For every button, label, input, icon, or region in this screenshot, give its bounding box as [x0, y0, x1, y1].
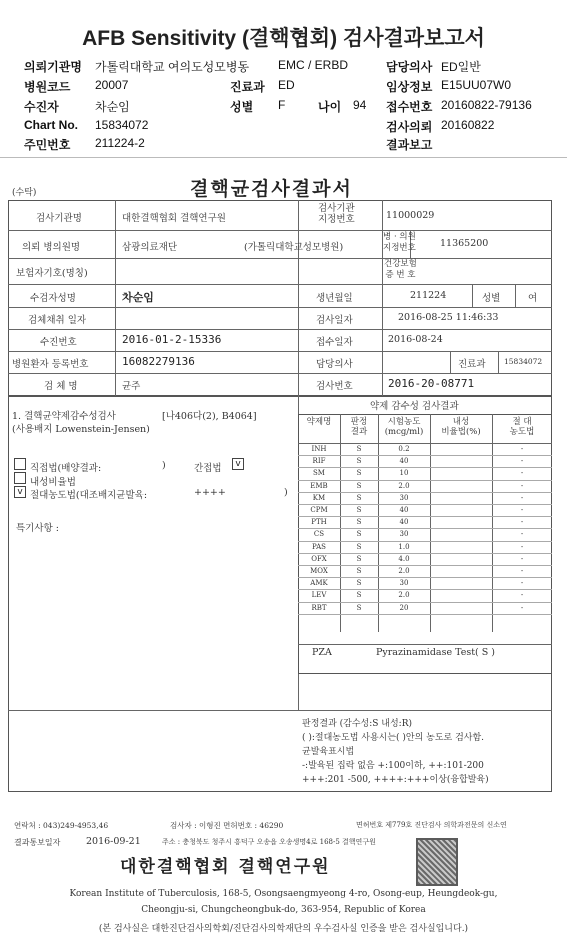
- judgement-line: ( ):절대농도법 사용시는( )안의 농도로 검사함.: [302, 733, 485, 743]
- drug-name-cell: EMB: [310, 481, 328, 490]
- reg-label: 병원환자 등록번호: [12, 359, 89, 370]
- method-direct-end: ): [162, 460, 166, 471]
- drug-name-cell: MOX: [310, 567, 328, 575]
- report-date-value: 2016-09-21: [86, 836, 141, 847]
- judgement-line: 판정결과 (감수성:S 내성:R): [302, 719, 412, 729]
- collect-label: 검체채취 일자: [28, 315, 87, 326]
- doctor-value: ED일반: [441, 60, 481, 74]
- method-direct: 직접법(배양결과:: [30, 463, 102, 474]
- header-divider: [0, 157, 567, 158]
- drug-abs-cell: -: [520, 481, 524, 490]
- method-indirect: 간접법: [194, 463, 222, 474]
- req-hospital-label: 의뢰 병의원명: [22, 242, 81, 253]
- drug-abs-cell: -: [520, 603, 524, 612]
- lab-no-value: 11000029: [386, 210, 435, 221]
- sens-title: 약제 감수성 검사결과: [370, 401, 459, 412]
- drug-conc-cell: 30: [399, 493, 409, 502]
- address-en-2: Cheongju-si, Chungcheongbuk-do, 363-954, Republic of Korea: [141, 905, 426, 915]
- test-no-label: 검사번호: [316, 381, 353, 392]
- method-absolute-growth: ++++: [194, 487, 226, 498]
- req-hospital-value: 삼광의료재단: [122, 242, 178, 253]
- address-kr: 주소 : 충청북도 청주시 흥덕구 오송읍 오송생명4로 168-5 결핵연구원: [162, 838, 376, 846]
- lab-no-label: 검사기관 지정번호: [318, 203, 355, 225]
- drug-result-cell: S: [356, 506, 362, 514]
- drug-name-cell: CS: [313, 530, 325, 539]
- direct-method-checkbox[interactable]: [14, 458, 26, 470]
- req-hospital-sub: (가톨릭대학교성모병원): [244, 242, 344, 253]
- report-title: AFB Sensitivity (결핵협회) 검사결과보고서: [82, 27, 485, 50]
- hospital-code-value: 20007: [95, 78, 129, 92]
- sens-header-cell: 시험농도 (mcg/ml): [384, 417, 424, 437]
- drug-conc-cell: 40: [399, 518, 409, 527]
- method-resistance: 내성비율법: [30, 477, 76, 488]
- birth-value: 211224: [410, 290, 447, 301]
- drug-result-cell: S: [356, 469, 362, 478]
- official-seal-stamp: [416, 838, 458, 886]
- patient-value: 차순임: [95, 100, 130, 114]
- institution-label: 의뢰기관명: [24, 60, 82, 74]
- age-label: 나이: [318, 100, 342, 114]
- drug-result-cell: S: [356, 603, 362, 612]
- drug-abs-cell: -: [520, 445, 524, 453]
- clinical-info-label: 임상정보: [386, 80, 433, 94]
- chart-value: 15834072: [95, 118, 149, 132]
- drug-conc-cell: 2.0: [398, 567, 410, 575]
- drug-conc-cell: 0.2: [398, 445, 410, 453]
- judgement-line: 균발육표시법: [302, 747, 355, 757]
- drug-result-cell: S: [356, 567, 362, 575]
- drug-conc-cell: 20: [399, 603, 409, 612]
- drug-abs-cell: -: [520, 506, 524, 514]
- receipt-value: 2016-01-2-15336: [122, 333, 222, 346]
- drug-name-cell: PAS: [312, 542, 326, 551]
- patient-name-value: 차순임: [122, 291, 154, 304]
- drug-name-cell: INH: [311, 445, 327, 453]
- contact: 연락처 : 043)249-4953,46: [14, 821, 109, 830]
- request-value: 20160822: [441, 118, 495, 132]
- resistance-method-checkbox[interactable]: [14, 472, 26, 484]
- sex-label: 성별: [230, 100, 254, 114]
- test-date-label: 검사일자: [316, 315, 353, 326]
- institution-value: 가톨릭대학교 여의도성모병동: [95, 60, 250, 74]
- method-absolute-end: ): [284, 487, 288, 498]
- form-sex-label: 성별: [482, 293, 501, 304]
- lab-org-label: 검사기관명: [36, 213, 82, 224]
- drug-abs-cell: -: [520, 554, 524, 563]
- drug-name-cell: OFX: [311, 554, 327, 563]
- request-label: 검사의뢰: [386, 120, 433, 134]
- drug-conc-cell: 40: [399, 457, 409, 466]
- sens-header-cell: 절 대 농도법: [509, 417, 535, 437]
- test-item: 1. 결핵균약제감수성검사: [12, 411, 116, 422]
- drug-result-cell: S: [356, 530, 362, 539]
- drug-name-cell: LEV: [311, 591, 327, 600]
- test-code: [나406다(2), B4064]: [162, 411, 257, 422]
- drug-abs-cell: -: [520, 493, 524, 502]
- lab-org-value: 대한결핵협회 결핵연구원: [122, 213, 226, 224]
- absolute-method-checkbox[interactable]: v: [14, 486, 26, 498]
- drug-result-cell: S: [356, 445, 362, 453]
- receive-value: 2016-08-24: [388, 334, 443, 345]
- drug-abs-cell: -: [520, 530, 524, 539]
- test-no-value: 2016-20-08771: [388, 377, 475, 390]
- receipt-no-value: 20160822-79136: [441, 98, 532, 112]
- report-date-label: 결과통보일자: [14, 838, 61, 847]
- birth-label: 생년월일: [316, 293, 353, 304]
- pza-value: Pyrazinamidase Test( S ): [376, 647, 495, 658]
- drug-name-cell: PTH: [311, 518, 327, 527]
- test-date-value: 2016-08-25 11:46:33: [398, 312, 499, 323]
- rrn-value: 211224-2: [95, 136, 145, 150]
- drug-result-cell: S: [356, 542, 362, 551]
- drug-name-cell: SM: [313, 469, 325, 478]
- drug-name-cell: RIF: [312, 457, 326, 466]
- clinic-no-value: 11365200: [440, 238, 489, 249]
- judgement-line: -:발육된 집락 없음 +:100이하, ++:101-200: [302, 761, 484, 771]
- drug-conc-cell: 10: [399, 469, 409, 478]
- specimen-label: 검 체 명: [44, 381, 78, 392]
- footer-note: (본 검사실은 대한진단검사의학회/진단검사의학재단의 우수검사실 인증을 받은 검사실입니다.): [98, 924, 469, 934]
- drug-conc-cell: 40: [399, 506, 409, 514]
- remarks-label: 특기사항 :: [16, 523, 59, 534]
- drug-result-cell: S: [356, 457, 362, 466]
- sex-value: F: [278, 98, 286, 112]
- form-dept-label: 진료과: [458, 359, 486, 370]
- drug-result-cell: S: [356, 518, 362, 527]
- form-doctor-label: 담당의사: [316, 359, 353, 370]
- drug-name-cell: KM: [312, 493, 326, 502]
- drug-conc-cell: 2.0: [398, 481, 410, 490]
- drug-name-cell: AMK: [310, 579, 328, 588]
- indirect-method-checkbox[interactable]: v: [232, 458, 244, 470]
- drug-result-cell: S: [356, 481, 362, 490]
- age-value: 94: [353, 98, 367, 112]
- drug-abs-cell: -: [520, 457, 524, 466]
- judgement-line: +++:201 -500, ++++:+++이상(융합발육): [302, 775, 489, 785]
- form-dept-value: 15834072: [504, 357, 543, 366]
- drug-result-cell: S: [356, 493, 362, 502]
- clinic-value: ED: [278, 78, 295, 92]
- drug-result-cell: S: [356, 579, 362, 588]
- form-sex-value: 여: [528, 293, 538, 304]
- specimen-value: 균주: [122, 381, 141, 392]
- insurance-label: 보험자기호(명칭): [16, 268, 88, 279]
- license: 면허번호 제779호 진단검사 의학과전문의 신소연: [356, 821, 507, 829]
- doctor-label: 담당의사: [386, 60, 433, 74]
- sens-header-cell: 판정 결과: [350, 417, 368, 437]
- drug-conc-cell: 1.0: [398, 542, 410, 551]
- chart-label: Chart No.: [24, 118, 78, 132]
- result-report-label: 결과보고: [386, 138, 433, 152]
- reg-value: 16082279136: [122, 355, 195, 368]
- address-en-1: Korean Institute of Tuberculosis, 168-5, Osongsaengmyeong 4-ro, Osong-eup, Heungdeok-gu,: [69, 889, 498, 899]
- drug-abs-cell: -: [520, 469, 524, 478]
- examiner: 검사자 : 이형진 면허번호 : 46290: [170, 821, 284, 830]
- dept-value: EMC / ERBD: [278, 58, 349, 72]
- drug-abs-cell: -: [520, 542, 524, 551]
- form-tag: (수탁): [12, 188, 37, 198]
- clinic-label: 진료과: [230, 80, 265, 94]
- clinical-info-value: E15UU07W0: [441, 78, 512, 92]
- sens-header-cell: 약제명: [306, 417, 332, 427]
- drug-name-cell: CPM: [310, 506, 328, 514]
- sens-header-cell: 내성 비율법(%): [441, 417, 481, 437]
- drug-abs-cell: -: [520, 518, 524, 527]
- patient-label: 수진자: [24, 100, 59, 114]
- drug-result-cell: S: [356, 591, 362, 600]
- drug-abs-cell: -: [520, 579, 524, 588]
- pza-label: PZA: [312, 647, 332, 658]
- method-absolute: 절대농도법(대조배지균발육:: [30, 490, 148, 501]
- org-name: 대한결핵협회 결핵연구원: [120, 857, 331, 877]
- hospital-code-label: 병원코드: [24, 80, 71, 94]
- health-ins-label: 건강보험 증 번 호: [384, 259, 417, 280]
- clinic-no-label: 병 · 의원 지정번호: [383, 232, 416, 253]
- drug-abs-cell: -: [520, 591, 524, 600]
- drug-abs-cell: -: [520, 567, 524, 575]
- drug-name-cell: RBT: [311, 603, 327, 612]
- patient-name-label: 수검자성명: [30, 293, 76, 304]
- drug-result-cell: S: [356, 554, 362, 563]
- rrn-label: 주민번호: [24, 138, 71, 152]
- drug-conc-cell: 30: [399, 530, 409, 539]
- medium: (사용배지 Lowenstein-Jensen): [12, 424, 150, 435]
- receipt-no-label: 접수번호: [386, 100, 433, 114]
- form-title: 결핵균검사결과서: [190, 178, 353, 200]
- drug-conc-cell: 30: [399, 579, 409, 588]
- receive-label: 접수일자: [316, 337, 353, 348]
- receipt-label: 수진번호: [40, 337, 77, 348]
- drug-conc-cell: 2.0: [398, 591, 410, 600]
- drug-conc-cell: 4.0: [398, 554, 410, 563]
